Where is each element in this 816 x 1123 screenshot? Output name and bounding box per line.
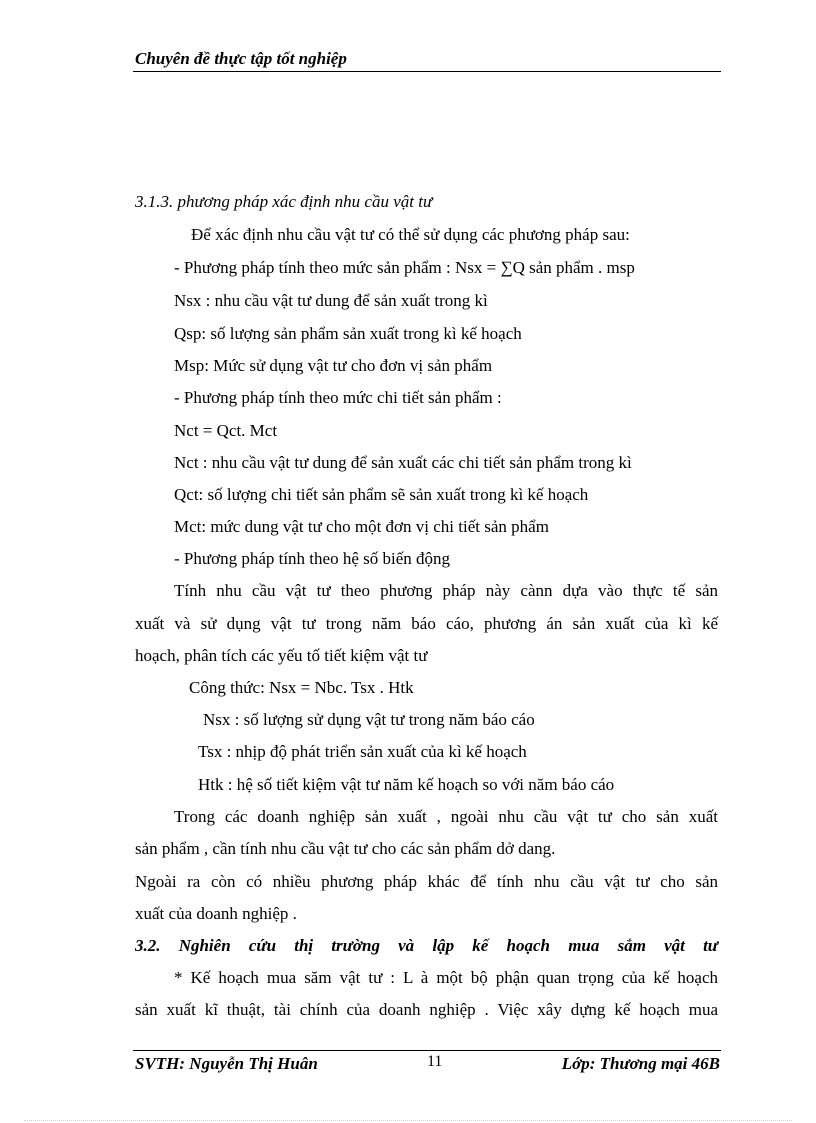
paragraph-line: hoạch, phân tích các yếu tố tiết kiệm vật tư (135, 646, 428, 665)
formula-line: Nct = Qct. Mct (174, 421, 278, 440)
paragraph-line: sản xuất kĩ thuật, tài chính của doanh nghiệp . Việc xây dựng kế hoạch mua (135, 1000, 718, 1019)
formula-line: Công thức: Nsx = Nbc. Tsx . Htk (189, 678, 414, 697)
body-line: Nsx : số lượng sử dụng vật tư trong năm báo cáo (203, 710, 535, 729)
paragraph-line: Trong các doanh nghiệp sản xuất , ngoài nhu cầu vật tư cho sản xuất (174, 807, 718, 826)
body-line: Htk : hệ số tiết kiệm vật tư năm kế hoạch so với năm báo cáo (198, 775, 615, 794)
bullet-line: - Phương pháp tính theo hệ số biến động (174, 549, 451, 568)
body-line: Qsp: số lượng sản phẩm sản xuất trong kì kế hoạch (174, 324, 522, 343)
paragraph-line: xuất của doanh nghiệp . (135, 904, 297, 923)
paragraph-line: xuất và sử dụng vật tư trong năm báo cáo, phương án sản xuất của kì kế (135, 614, 718, 633)
footer-class: Lớp: Thương mại 46B (561, 1054, 720, 1073)
paragraph-line: Tính nhu cầu vật tư theo phương pháp này cànn dựa vào thực tế sản (174, 581, 718, 600)
header-rule (133, 71, 721, 72)
footer-rule (133, 1050, 721, 1051)
footer-student: SVTH: Nguyễn Thị Huân (135, 1054, 318, 1073)
subsection-heading: 3.2. Nghiên cứu thị trường và lập kế hoạch mua sắm vật tư (135, 936, 718, 955)
page-number: 11 (427, 1053, 443, 1070)
bullet-line: - Phương pháp tính theo mức sản phẩm : Nsx = ∑Q sản phẩm . msp (174, 258, 635, 277)
body-line: Để xác định nhu cầu vật tư có thể sử dụng các phương pháp sau: (191, 225, 630, 244)
header-title: Chuyên đề thực tập tốt nghiệp (135, 49, 347, 68)
paragraph-line: * Kế hoạch mua săm vật tư : L à một bộ phận quan trọng của kế hoạch (174, 968, 718, 987)
body-line: Nct : nhu cầu vật tư dung để sản xuất các chi tiết sản phẩm trong kì (174, 453, 632, 472)
paragraph-line: Ngoài ra còn có nhiều phương pháp khác để tính nhu cầu vật tư cho sản (135, 872, 718, 891)
body-line: Qct: số lượng chi tiết sản phẩm sẽ sản xuất trong kì kế hoạch (174, 485, 589, 504)
body-line: Nsx : nhu cầu vật tư dung để sản xuất trong kì (174, 291, 488, 310)
section-heading: 3.1.3. phương pháp xác định nhu cầu vật tư (135, 192, 433, 211)
paragraph-line: sản phẩm , cần tính nhu cầu vật tư cho các sản phẩm dở dang. (135, 839, 556, 858)
bullet-line: - Phương pháp tính theo mức chi tiết sản phẩm : (174, 388, 502, 407)
page-edge-dots (24, 1120, 792, 1121)
body-line: Tsx : nhịp độ phát triển sản xuất của kì kế hoạch (198, 742, 527, 761)
body-line: Mct: mức dung vật tư cho một đơn vị chi tiết sản phẩm (174, 517, 549, 536)
body-line: Msp: Mức sử dụng vật tư cho đơn vị sản phẩm (174, 356, 493, 375)
